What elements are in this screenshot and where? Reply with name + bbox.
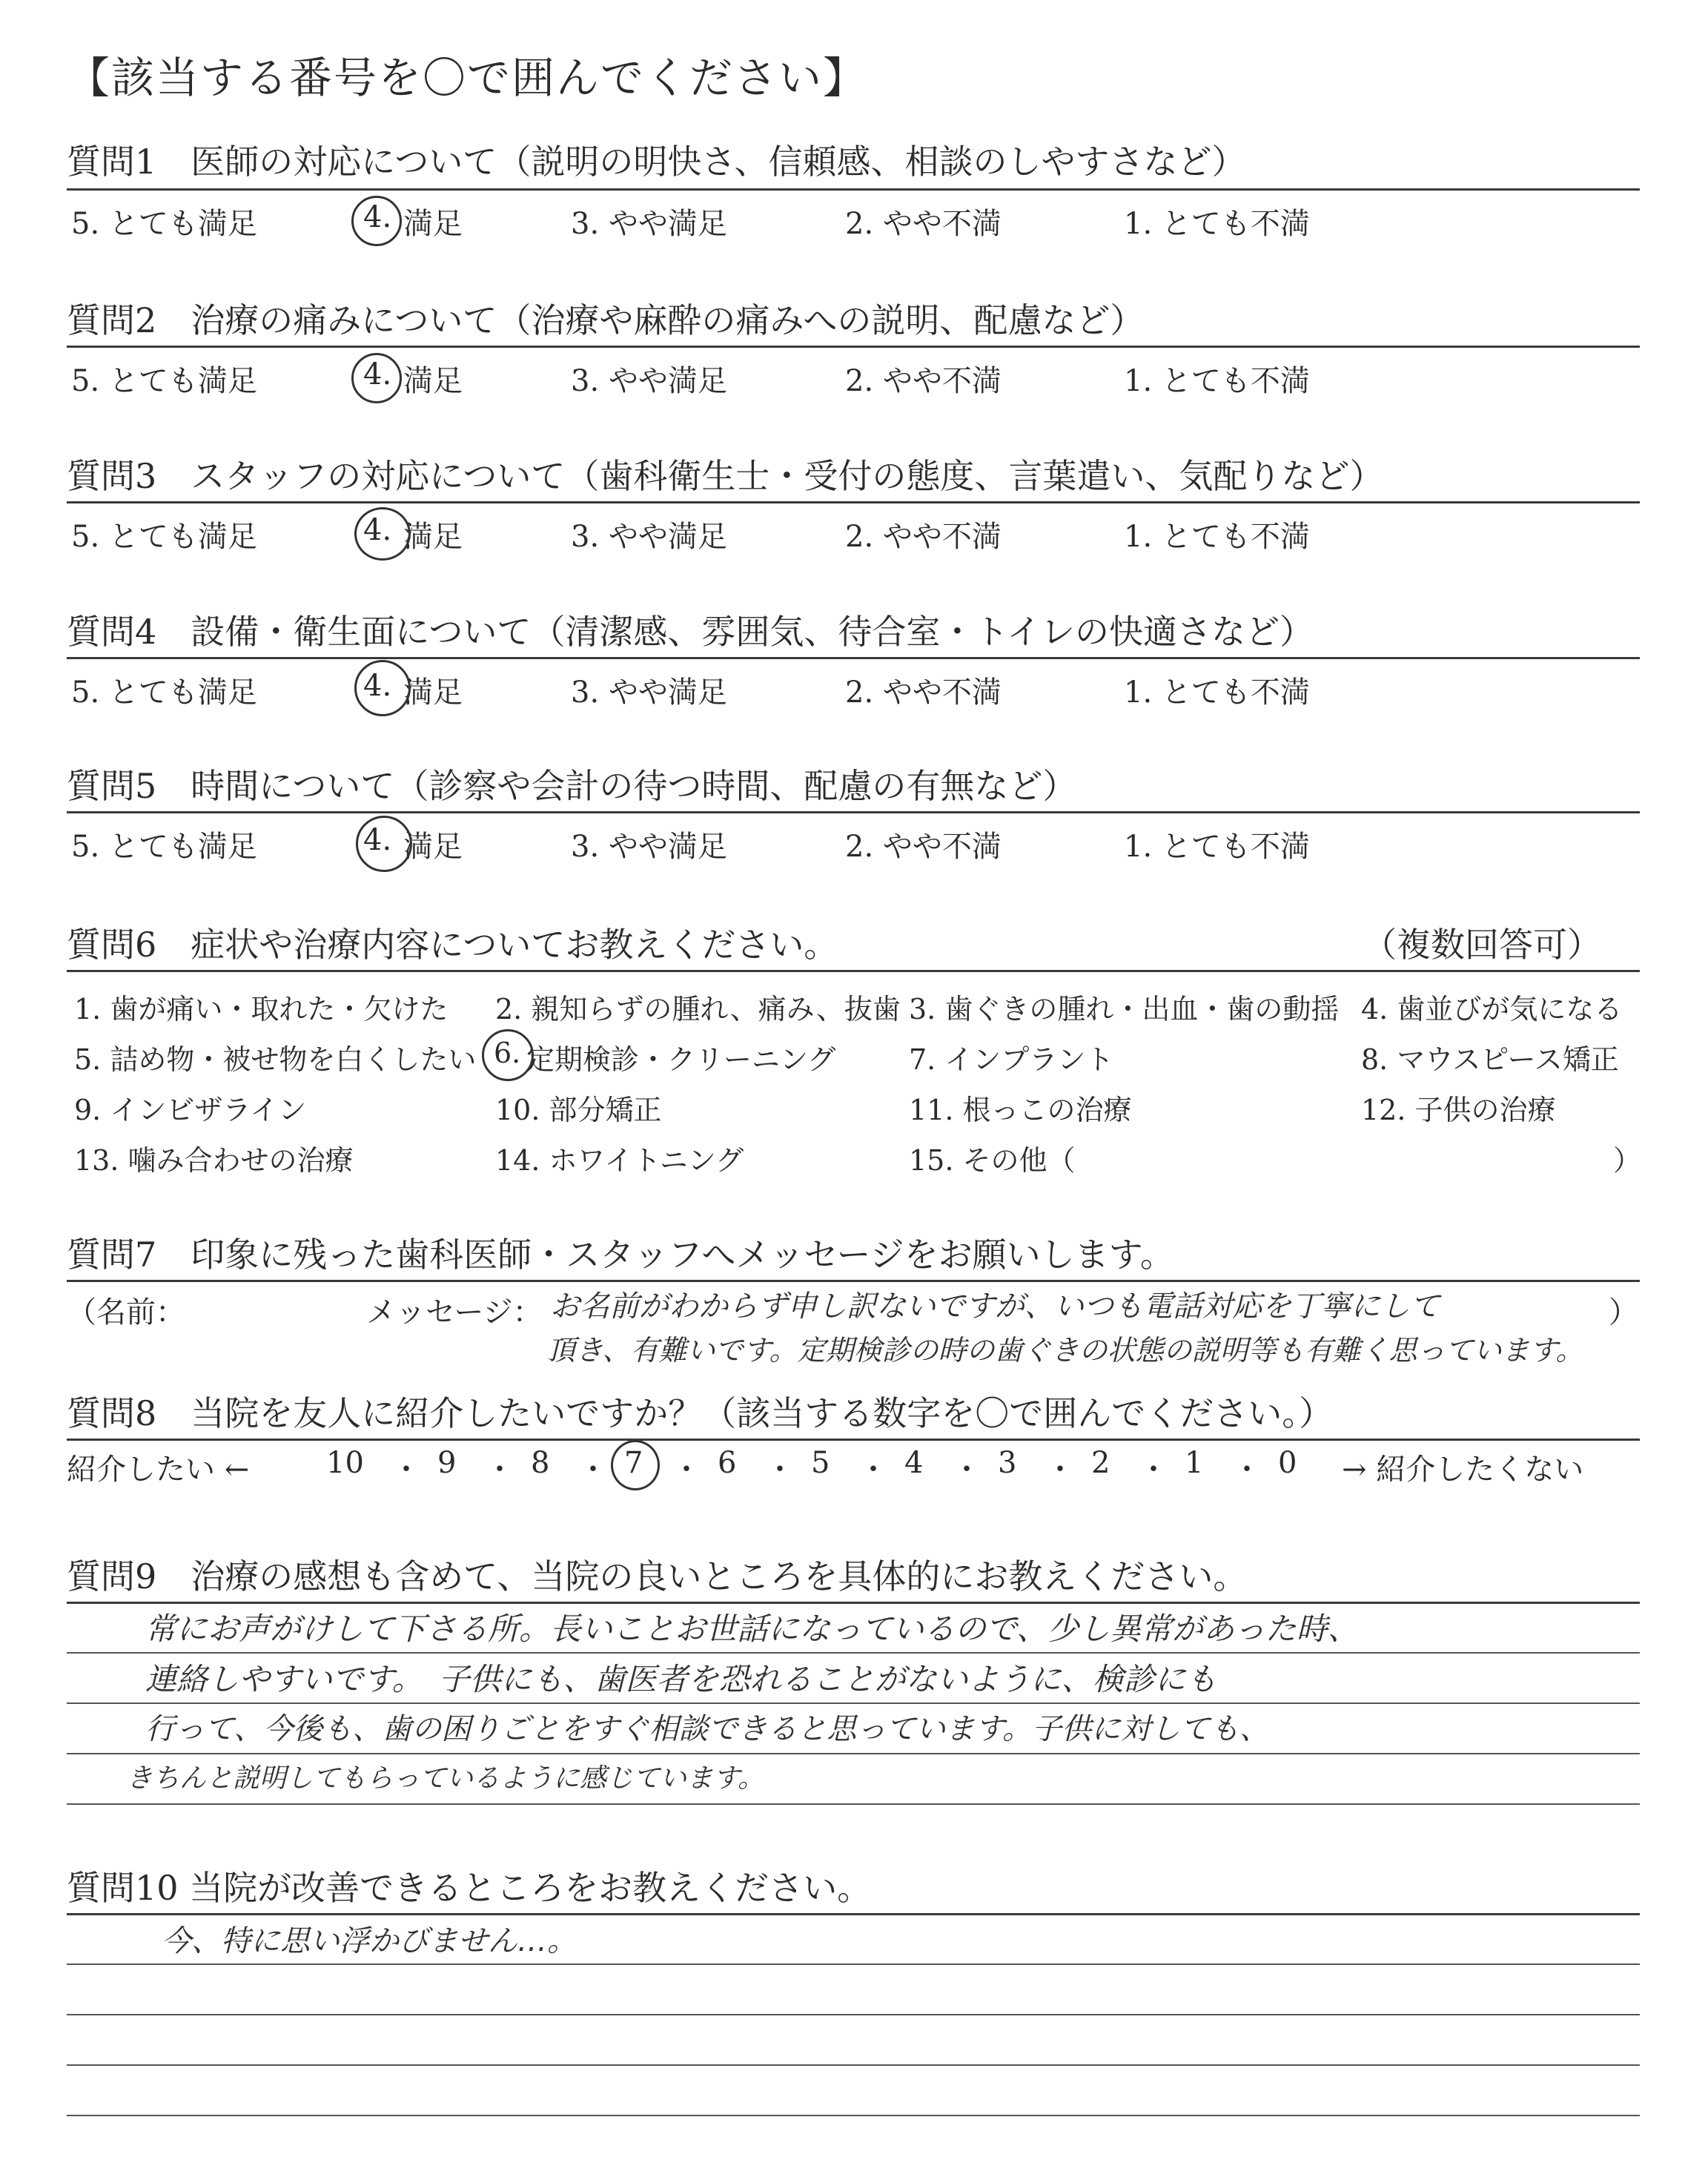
- q2-option-4-number[interactable]: 4.: [363, 357, 392, 392]
- q6-rule: [67, 970, 1640, 972]
- q9-rule-3: [67, 1702, 1640, 1704]
- q7-message-line-1[interactable]: お名前がわからず申し訳ないですが、いつも電話対応を丁寧にして: [550, 1289, 1440, 1324]
- q6-item-4[interactable]: 4. 歯並びが気になる: [1361, 993, 1623, 1025]
- q8-dot-7: ・: [952, 1453, 982, 1487]
- q9-rule-5: [67, 1803, 1640, 1805]
- q6-item-8[interactable]: 8. マウスピース矯正: [1361, 1043, 1619, 1076]
- q6-item-13[interactable]: 13. 噛み合わせの治療: [74, 1144, 354, 1177]
- q8-dot-8: ・: [1045, 1453, 1075, 1487]
- q10-rule-1: [67, 1913, 1640, 1915]
- q10-rule-3: [67, 2014, 1640, 2015]
- q6-item-9[interactable]: 9. インビザライン: [74, 1094, 307, 1126]
- q6-item-11[interactable]: 11. 根っこの治療: [909, 1094, 1132, 1126]
- q8-scale-1[interactable]: 1: [1185, 1446, 1204, 1480]
- q4-selected-circle: [354, 660, 411, 716]
- q6-item-10[interactable]: 10. 部分矯正: [495, 1094, 662, 1126]
- q6-item-15[interactable]: 15. その他（: [909, 1144, 1076, 1177]
- q9-answer-line-4[interactable]: きちんと説明してもらっているように感じています。: [126, 1763, 765, 1794]
- q3-option-3[interactable]: 3. やや満足: [571, 520, 727, 554]
- q9-rule-2: [67, 1652, 1640, 1654]
- q8-dot-6: ・: [858, 1453, 888, 1487]
- q4-title: 質問4 設備・衛生面について（清潔感、雰囲気、待合室・トイレの快適さなど）: [67, 612, 1314, 652]
- q8-scale-3[interactable]: 3: [998, 1446, 1017, 1480]
- q7-message-label: メッセージ：: [366, 1295, 543, 1330]
- q8-dot-1: ・: [391, 1453, 421, 1487]
- q7-name-label: （名前：: [67, 1295, 185, 1330]
- q3-option-4-label[interactable]: 満足: [403, 520, 463, 554]
- q10-answer-line-1[interactable]: 今、特に思い浮かびません…。: [162, 1924, 577, 1958]
- q4-rule: [67, 657, 1640, 659]
- q3-option-4-number[interactable]: 4.: [363, 513, 392, 547]
- q2-option-3[interactable]: 3. やや満足: [571, 364, 727, 398]
- q8-dot-4: ・: [672, 1453, 701, 1487]
- q7-rule: [67, 1280, 1640, 1282]
- page-title: 【該当する番号を〇で囲んでください】: [67, 53, 868, 103]
- q1-selected-circle: [351, 196, 402, 246]
- q10-rule-4: [67, 2064, 1640, 2066]
- q10-rule-2: [67, 1964, 1640, 1965]
- q10-rule-5: [67, 2115, 1640, 2116]
- q2-option-5[interactable]: 5. とても満足: [71, 364, 257, 398]
- q4-option-4-number[interactable]: 4.: [363, 669, 392, 703]
- q10-title: 質問10 当院が改善できるところをお教えください。: [67, 1868, 872, 1908]
- q4-option-2[interactable]: 2. やや不満: [845, 676, 1002, 710]
- q8-scale-0[interactable]: 0: [1278, 1446, 1297, 1480]
- q3-option-5[interactable]: 5. とても満足: [71, 520, 257, 554]
- q1-title: 質問1 医師の対応について（説明の明快さ、信頼感、相談のしやすさなど）: [67, 142, 1246, 182]
- q5-option-1[interactable]: 1. とても不満: [1124, 830, 1310, 864]
- q9-title: 質問9 治療の感想も含めて、当院の良いところを具体的にお教えください。: [67, 1556, 1248, 1596]
- q1-option-4-number[interactable]: 4.: [363, 200, 392, 234]
- q6-selected-circle: [482, 1029, 534, 1081]
- q6-item-2[interactable]: 2. 親知らずの腫れ、痛み、抜歯: [495, 993, 901, 1025]
- q6-item-5[interactable]: 5. 詰め物・被せ物を白くしたい: [74, 1043, 477, 1076]
- q2-option-1[interactable]: 1. とても不満: [1124, 364, 1310, 398]
- q9-rule-4: [67, 1753, 1640, 1754]
- q6-item-15-close: ）: [1613, 1144, 1642, 1177]
- q7-title: 質問7 印象に残った歯科医師・スタッフへメッセージをお願いします。: [67, 1235, 1174, 1275]
- q5-selected-circle: [356, 816, 412, 872]
- q6-item-3[interactable]: 3. 歯ぐきの腫れ・出血・歯の動揺: [909, 993, 1340, 1025]
- q5-option-5[interactable]: 5. とても満足: [71, 830, 257, 864]
- q1-option-4-label[interactable]: 満足: [403, 207, 463, 241]
- q5-option-4-number[interactable]: 4.: [363, 823, 392, 857]
- q3-option-2[interactable]: 2. やや不満: [845, 520, 1002, 554]
- q3-option-1[interactable]: 1. とても不満: [1124, 520, 1310, 554]
- q6-note: （複数回答可）: [1363, 925, 1601, 965]
- q6-title: 質問6 症状や治療内容についてお教えください。: [67, 925, 838, 965]
- q4-option-5[interactable]: 5. とても満足: [71, 676, 257, 710]
- q6-item-12[interactable]: 12. 子供の治療: [1361, 1094, 1556, 1126]
- q1-option-1[interactable]: 1. とても不満: [1124, 207, 1310, 241]
- q8-scale-2[interactable]: 2: [1091, 1446, 1110, 1480]
- q8-dot-3: ・: [578, 1453, 608, 1487]
- q8-scale-4[interactable]: 4: [904, 1446, 924, 1480]
- q2-option-4-label[interactable]: 満足: [403, 364, 463, 398]
- q1-rule: [67, 188, 1640, 191]
- q5-rule: [67, 811, 1640, 813]
- q6-item-6-number[interactable]: 6.: [494, 1037, 521, 1069]
- q9-answer-line-3[interactable]: 行って、今後も、歯の困りごとをすぐ相談できると思っています。子供に対しても、: [145, 1712, 1269, 1746]
- q8-right-label: → 紹介したくない: [1342, 1453, 1584, 1487]
- q5-option-2[interactable]: 2. やや不満: [845, 830, 1002, 864]
- q5-option-3[interactable]: 3. やや満足: [571, 830, 727, 864]
- q8-scale-5[interactable]: 5: [811, 1446, 830, 1480]
- q9-rule-1: [67, 1602, 1640, 1604]
- q2-selected-circle: [351, 353, 402, 403]
- q2-title: 質問2 治療の痛みについて（治療や麻酔の痛みへの説明、配慮など）: [67, 300, 1145, 340]
- q8-title: 質問8 当院を友人に紹介したいですか？（該当する数字を〇で囲んでください。）: [67, 1393, 1334, 1433]
- q8-dot-5: ・: [765, 1453, 795, 1487]
- q8-scale-7[interactable]: 7: [624, 1446, 643, 1480]
- q1-option-2[interactable]: 2. やや不満: [845, 207, 1002, 241]
- q8-rule: [67, 1439, 1640, 1441]
- q8-selected-circle: [611, 1440, 660, 1490]
- q1-option-5[interactable]: 5. とても満足: [71, 207, 257, 241]
- q3-selected-circle: [354, 507, 411, 561]
- q6-item-7[interactable]: 7. インプラント: [909, 1043, 1114, 1076]
- q8-dot-9: ・: [1139, 1453, 1168, 1487]
- q9-answer-line-1[interactable]: 常にお声がけして下さる所。長いことお世話になっているので、少し異常があった時、: [145, 1611, 1359, 1647]
- q6-item-6-label[interactable]: 定期検診・クリーニング: [526, 1043, 836, 1076]
- q3-title: 質問3 スタッフの対応について（歯科衛生士・受付の態度、言葉遣い、気配りなど）: [67, 456, 1384, 496]
- q9-answer-line-2[interactable]: 連絡しやすいです。 子供にも、歯医者を恐れることがないように、検診にも: [145, 1661, 1217, 1697]
- q2-option-2[interactable]: 2. やや不満: [845, 364, 1002, 398]
- q8-scale-10[interactable]: 10: [326, 1446, 364, 1480]
- q4-option-3[interactable]: 3. やや満足: [571, 676, 727, 710]
- q6-item-1[interactable]: 1. 歯が痛い・取れた・欠けた: [74, 993, 448, 1025]
- q8-scale-9[interactable]: 9: [437, 1446, 457, 1480]
- q8-scale-8[interactable]: 8: [531, 1446, 550, 1480]
- q8-scale-6[interactable]: 6: [718, 1446, 737, 1480]
- q2-rule: [67, 346, 1640, 348]
- q7-message-line-2[interactable]: 頂き、有難いです。定期検診の時の歯ぐきの状態の説明等も有難く思っています。: [547, 1334, 1584, 1367]
- q5-title: 質問5 時間について（診察や会計の待つ時間、配慮の有無など）: [67, 766, 1077, 806]
- q3-rule: [67, 501, 1640, 503]
- q6-item-14[interactable]: 14. ホワイトニング: [495, 1144, 744, 1177]
- q8-dot-10: ・: [1232, 1453, 1262, 1487]
- q8-dot-2: ・: [485, 1453, 514, 1487]
- q1-option-3[interactable]: 3. やや満足: [571, 207, 727, 241]
- q4-option-4-label[interactable]: 満足: [403, 676, 463, 710]
- q7-close-paren: ）: [1609, 1295, 1638, 1330]
- q5-option-4-label[interactable]: 満足: [403, 830, 463, 864]
- q8-left-label: 紹介したい ←: [67, 1453, 250, 1487]
- q4-option-1[interactable]: 1. とても不満: [1124, 676, 1310, 710]
